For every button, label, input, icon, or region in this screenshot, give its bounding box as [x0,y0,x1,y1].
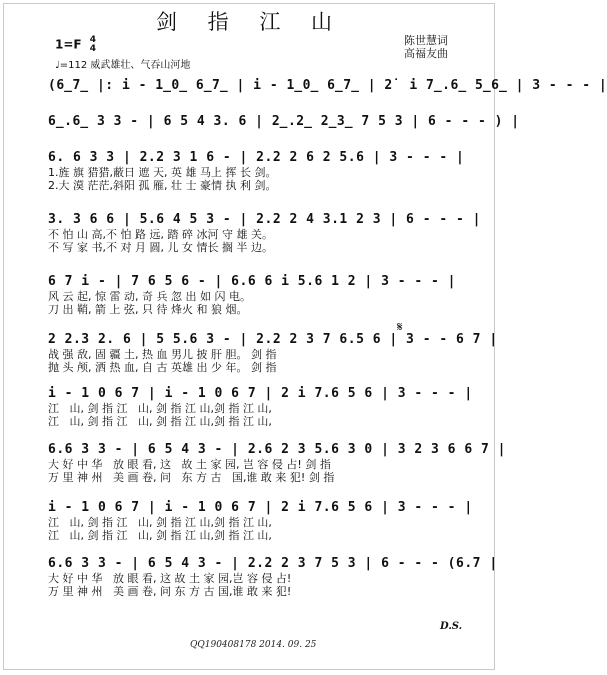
lyricist-credit: 陈世慧词 [404,34,448,47]
key-label: 1=F [55,37,82,52]
notation-line: 2 2.3 2. 6 | 5 5.6 3 - | 2.2 2 3 7 6.5 6 | 3 - - 6 7 | [48,332,498,347]
lyric-line: 1.旌 旗 猎猎,蔽日 遮 天, 英 雄 马上 挥 长 剑。 [48,166,277,179]
score-system [48,556,498,598]
lyric-line: 江 山, 剑 指 江 山, 剑 指 江 山,剑 指 江 山, [48,415,272,428]
lyric-line: 抛 头 颅, 洒 热 血, 自 古 英雄 出 少 年。 剑 指 [48,361,277,374]
time-signature [90,36,96,54]
credits [404,34,448,60]
notation-line: i - 1 0 6 7 | i - 1 0 6 7 | 2 i 7.6 5 6 | 3 - - - | [48,386,473,401]
lyric-line: 大 好 中 华 放 眼 看, 这 故 土 家 园, 岂 容 侵 占! 剑 指 [48,458,331,471]
score-system [48,332,498,374]
lyric-line: 战 强 敌, 固 疆 土, 热 血 男儿 披 肝 胆。 剑 指 [48,348,277,361]
notation-line: 6.6 3 3 - | 6 5 4 3 - | 2.6 2 3 5.6 3 0 | 3 2 3 6 6 7 | [48,442,506,457]
tempo-marking: ♩=112 威武雄壮、气吞山河地 [55,60,191,71]
lyric-line: 2.大 漠 茫茫,斜阳 孤 雁, 壮 士 豪情 执 利 剑。 [48,179,277,192]
notation-line: 6.6 3 3 - | 6 5 4 3 - | 2.2 2 3 7 5 3 | 6 - - - (6.7 | [48,556,498,571]
meter-top: 4 [89,35,97,45]
composer-credit: 高福友曲 [404,47,448,60]
lyric-line: 大 好 中 华 放 眼 看, 这 故 土 家 园,岂 容 侵 占! [48,572,292,585]
lyric-line: 万 里 神 州 美 画 卷, 问 东 方 古 国,谁 敢 来 犯! 剑 指 [48,471,335,484]
segno-icon: 𝄋 [397,320,403,335]
lyric-line: 江 山, 剑 指 江 山, 剑 指 江 山,剑 指 江 山, [48,516,272,529]
lyric-line: 不 怕 山 高,不 怕 路 远, 踏 碎 冰河 守 雄 关。 [48,228,273,241]
lyric-line: 江 山, 剑 指 江 山, 剑 指 江 山,剑 指 江 山, [48,402,272,415]
score-system [48,150,478,192]
score-system [48,386,478,428]
score-system [48,212,481,254]
notation-line: 6̲.6̲ 3 3 - | 6 5 4 3. 6 | 2̲.2̲ 2̲3̲ 7 5 3 | 6 - - - ) | [48,114,520,129]
lyric-line: 刀 出 鞘, 箭 上 弦, 只 待 烽火 和 狼 烟。 [48,303,248,316]
song-title: 剑 指 江 山 [155,10,345,34]
ds-marking: D.S. [440,621,463,632]
score-system [48,274,478,316]
score-system [48,114,520,130]
score-system [48,78,607,94]
lyric-line: 风 云 起, 惊 雷 动, 奇 兵 忽 出 如 闪 电。 [48,290,251,303]
lyric-line: 不 写 家 书,不 对 月 圆, 儿 女 情长 搁 半 边。 [48,241,273,254]
lyric-line: 江 山, 剑 指 江 山, 剑 指 江 山,剑 指 江 山, [48,529,272,542]
score-system [48,500,478,542]
notation-line: 6. 6 3 3 | 2.2 3 1 6 - | 2.2 2 6 2 5.6 | 3 - - - | [48,150,465,165]
notation-line: (6̲7̲ |: i - 1̲0̲ 6̲7̲ | i - 1̲0̲ 6̲7̲ | 2̇ i 7̲.6̲ 5̲6̲ | 3 - - - | [48,78,607,93]
notation-line: 3. 3 6 6 | 5.6 4 5 3 - | 2.2 2 4 3.1 2 3 | 6 - - - | [48,212,481,227]
meter-bottom: 4 [89,44,97,54]
notation-line: 6 7 i - | 7 6 5 6 - | 6.6 6 i 5.6 1 2 | 3 - - - | [48,274,457,289]
notation-line: i - 1 0 6 7 | i - 1 0 6 7 | 2 i 7.6 5 6 | 3 - - - | [48,500,473,515]
lyric-line: 万 里 神 州 美 画 卷, 问 东 方 古 国,谁 敢 来 犯! [48,585,292,598]
score-system [48,442,506,484]
footer-note: QQ190408178 2014. 09. 25 [190,640,317,650]
key-signature [55,36,96,54]
